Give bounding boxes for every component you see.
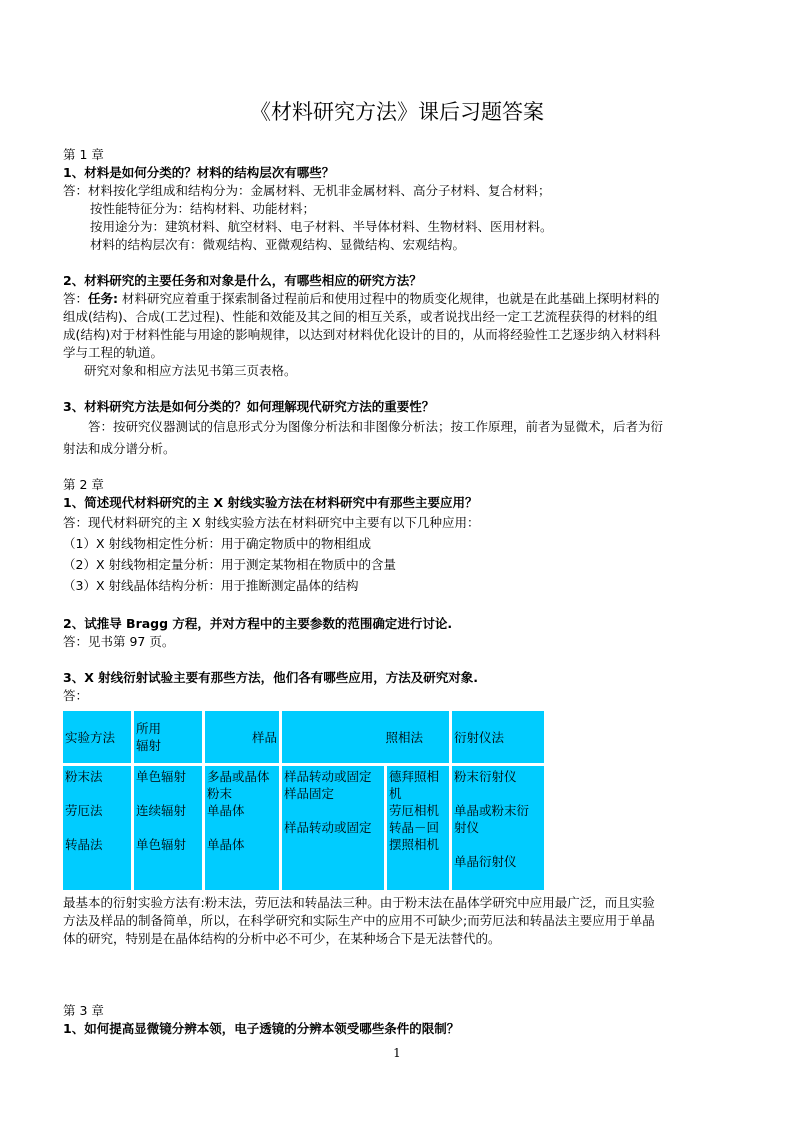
ch1-answer-2-line: 成(结构)对于材料性能与用途的影响规律，以达到对材料优化设计的目的，从而将经验性工艺逐步纳入材料科	[63, 327, 661, 342]
document-title: 《材料研究方法》课后习题答案	[250, 100, 544, 124]
answer-text: 材料研究应着重于探索制备过程前后和使用过程中的物质变化规律，也就是在此基础上探明材料的	[118, 291, 660, 306]
ch2-summary-line: 最基本的衍射实验方法有:粉末法，劳厄法和转晶法三种。由于粉末法在晶体学研究中应用最广泛，而且实验	[63, 895, 655, 910]
table-cell: 德拜照相 机 劳厄相机 转晶－回 摆照相机	[387, 766, 449, 890]
ch1-answer-2-line: 组成(结构)、合成(工艺过程)、性能和效能及其之间的相互关系，或者说找出经一定工艺流程获得的材料的组	[63, 309, 658, 324]
table-cell: 多晶或晶体 粉末 单晶体 单晶体	[205, 766, 279, 890]
ch1-answer-1-line: 答：材料按化学组成和结构分为：金属材料、无机非金属材料、高分子材料、复合材料；	[63, 183, 551, 198]
answer-task-label: 任务:	[88, 291, 119, 306]
table-cell: 粉末衍射仪 单晶或粉末衍 射仪 单晶衍射仪	[452, 766, 544, 890]
ch1-answer-2-line	[63, 290, 660, 308]
ch1-question-3: 3、材料研究方法是如何分类的？如何理解现代研究方法的重要性？	[63, 399, 435, 414]
ch2-question-3: 3、X 射线衍射试验主要有那些方法，他们各有哪些应用，方法及研究对象.	[63, 670, 478, 685]
chapter-1-heading: 第 1 章	[63, 147, 104, 162]
ch1-question-1: 1、材料是如何分类的？材料的结构层次有哪些？	[63, 165, 335, 180]
ch1-answer-3-line: 答：按研究仪器测试的信息形式分为图像分析法和非图像分析法；按工作原理，前者为显微术，后者为衍	[88, 419, 664, 434]
ch1-answer-1-line: 按性能特征分为：结构材料、功能材料；	[90, 201, 316, 216]
table-header-cell: 所用 辐射	[134, 711, 202, 763]
ch3-question-1: 1、如何提高显微镜分辨本领，电子透镜的分辨本领受哪些条件的限制？	[63, 1021, 460, 1036]
ch1-question-2: 2、材料研究的主要任务和对象是什么，有哪些相应的研究方法？	[63, 273, 422, 288]
ch2-answer-1-line: （1）X 射线物相定性分析：用于确定物质中的物相组成	[63, 536, 371, 551]
ch2-answer-1-line: （2）X 射线物相定量分析：用于测定某物相在物质中的含量	[63, 557, 396, 572]
ch2-summary-line: 体的研究，特别是在晶体结构的分析中必不可少，在某种场合下是无法替代的。	[63, 931, 501, 946]
ch1-answer-2-line: 学与工程的轨道。	[63, 345, 164, 360]
table-row	[63, 766, 544, 890]
ch2-question-2: 2、试推导 Bragg 方程，并对方程中的主要参数的范围确定进行讨论.	[63, 616, 453, 631]
table-header-cell: 样品	[205, 711, 279, 763]
table-cell: 单色辐射 连续辐射 单色辐射	[134, 766, 202, 890]
page-number: 1	[393, 1046, 401, 1060]
ch2-answer-1-line: （3）X 射线晶体结构分析：用于推断测定晶体的结构	[63, 578, 359, 593]
ch2-question-1: 1、简述现代材料研究的主 X 射线实验方法在材料研究中有那些主要应用？	[63, 495, 478, 510]
ch1-answer-2-extra: 研究对象和相应方法见书第三页表格。	[84, 363, 297, 378]
ch2-answer-3-prefix: 答：	[63, 688, 89, 703]
ch1-answer-1-line: 按用途分为：建筑材料、航空材料、电子材料、半导体材料、生物材料、医用材料。	[90, 219, 553, 234]
ch1-answer-3-line: 射法和成分谱分析。	[63, 441, 176, 456]
table-header-cell: 衍射仪法	[452, 711, 544, 763]
table-cell: 样品转动或固定 样品固定 样品转动或固定	[282, 766, 384, 890]
ch2-summary-line: 方法及样品的制备简单，所以，在科学研究和实际生产中的应用不可缺少;而劳厄法和转晶法主要应用于单晶	[63, 913, 655, 928]
ch2-answer-2: 答：见书第 97 页。	[63, 634, 175, 649]
chapter-3-heading: 第 3 章	[63, 1003, 104, 1018]
table-cell: 粉末法 劳厄法 转晶法	[63, 766, 131, 890]
answer-prefix: 答：	[63, 291, 89, 306]
table-header-row	[63, 711, 544, 763]
chapter-2-heading: 第 2 章	[63, 477, 104, 492]
ch1-answer-1-line: 材料的结构层次有：微观结构、亚微观结构、显微结构、宏观结构。	[90, 237, 466, 252]
ch2-answer-1-line: 答：现代材料研究的主 X 射线实验方法在材料研究中主要有以下几种应用：	[63, 515, 480, 530]
table-header-cell: 照相法	[282, 711, 449, 763]
xrd-methods-table	[60, 708, 547, 893]
table-header-cell: 实验方法	[63, 711, 131, 763]
